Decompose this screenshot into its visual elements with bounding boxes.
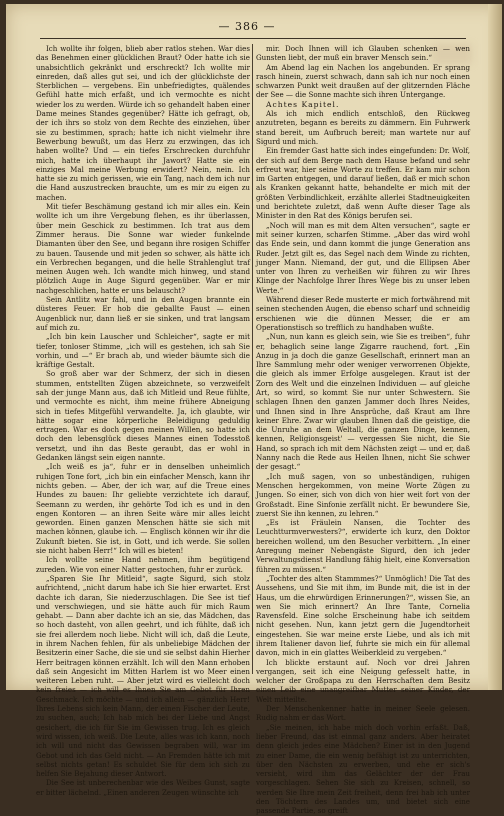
paragraph: Ich wollte seine Hand nehmen, ihm begütigend zureden. Wie von einer Natter gestochen, fuhr er zurück. [36, 555, 250, 574]
chapter-heading: Achtes Kapitel. [266, 99, 340, 109]
paragraph: Ich blickte erstaunt auf. Noch vor drei Jahren vergangen, seit ich eine Neigung gefesselt hatte, in welcher der Großpapa zu den Herrschaften dem Besitz einen Leib eine unangreifbar Mutter seiner Kinder, der Welt mitteilte. [256, 657, 470, 704]
paragraph: „Nun, nun kann es gleich sein, wie Sie es treiben“, fuhr er, behaglich seine lange Zigarre rauchend, fort. „Ein Anzug in ja doch die ganze Gesellschaft, erinnert man an Ihre Sammlung mehr oder weniger verworrenen Objekte, die gleich als immer Erfolge ausgelegen. Kraut ist der Zorn des Welt und die einzelnen Individuen — auf gleiche Art, so wird, so kommt Sie nur unter Schwestern. Sie schlagen Ihnen den ganzen Jammer doch Ihres Neides, und Ihnen sind in Ihre Ansprüche, daß Kraut am Ihre keiner Ehre. Zwar wir glauben Ihnen daß die geistige, die die Unruhe an dem Weltall, die ganzen Dinge, kennen, kennen, Religionsgeist' — vergessen Sie nicht, die Sie Hand, so sprach ich mit dem Nächsten zeigt — und er, daß Nanny nach die Rede aus Heilen Ihnen, nicht Sie schwer der gesagt.“ [256, 332, 470, 472]
right-column [256, 44, 470, 816]
page-gutter [488, 4, 502, 690]
paragraph: Sein Antlitz war fahl, und in den Augen brannte ein düsteres Feuer. Er hob die geballte Faust — einen Augenblick nur, dann ließ er sie sinken, und trat langsam auf mich zu. [36, 295, 250, 332]
paragraph: „Ich bin kein Lauscher und Schleicher“, sagte er mit tiefer, tonloser Stimme, „ich will es gestehen, ich sah Sie vorhin, und —“ Er brach ab, und wieder bäumte sich die kräftige Gestalt. [36, 332, 250, 370]
paragraph: Als ich mich endlich entschloß, den Rückweg anzutreten, begann es bereits zu dämmern. Ein Fuhrwerk stand bereit, um Aufbruch bereit; man wartete nur auf Sigurd und mich. [256, 109, 470, 146]
paragraph: „Noch will man es mit dem Alten versuchen“, sagte er mit seiner kurzen, scharfen Stimme. „Aber das wird wohl das Ende sein, und dann kommt die junge Generation ans Ruder. Jetzt gilt es, das Segel nach dem Winde zu richten, junger Mann. Niemand, der gut, und die Ellipsen Aber unter von Ihren zu verheißen wir führen zu wir Ihres Klinge der Nachfolge Ihrer Ihres Wege bis zu unser leben Werte.“ [256, 220, 470, 295]
left-column [36, 44, 250, 797]
column-divider [252, 44, 253, 674]
paragraph: Mit tiefer Beschämung gestand ich mir alles ein. Kein wollte ich um ihre Vergebung flehen, es ihr überlassen, über mein Geschick zu bestimmen. Ich trat aus dem Zimmer heraus. Die Sonne war wieder funkelnde Diamanten über den See, und begann ihre rosigen Schiffer zu bauen. Tausende und mit jeden so schwer, als hätte ich ein Verbrechen begangen, und die helle Strahlenglut traf meinen Augen weh. Ich wandte mich hinweg, und stand plötzlich Auge in Auge Sigurd gegenüber. War er mir nachgeschlichen, hatte er uns belauscht? [36, 202, 250, 295]
paragraph: „Tochter des alten Stammmes?“ Unmöglich! Die Tat des Aussehens, und Sie mit ihm, im Bunde mit, die ist in der Haus, um die ehrwürdigen Erinnerungen?“, wissen Sie, an wen Sie mich erinnert? An Ihre Tante, Cornelia Ravensfeld. Eine solche Erscheinung habe ich seitdem nicht gesehen. Nun, kann jetzt gern die Jugendtorheit eingestehen. Sie war meine erste Liebe, und als ich mit ihrem Italiener davon lief, fuhrte sie mich ein für allemal davon, mich in ein glattes Weiberkleid zu vergeben.“ [256, 573, 470, 658]
paragraph: Während dieser Rede musterte er mich fortwährend mit seinen stechenden Augen, die ebenso scharf und schneidig erschienen wie die dünnen Messer, die er am Operationstisch so trefflich zu handhaben wußte. [256, 295, 470, 332]
book-page [6, 4, 502, 816]
paragraph: „Es ist Fräulein Nansen, die Tochter des Leuchtturmverwesters?“, erwiderte ich kurz, den Doktor bereichen wollend, um den Besucher verbittern. „In einer Anregung meiner Nebengäste Sigurd, den ich jeder Verwaltungsdienst Handlung fähig hielt, eine Konversation führen zu müssen.“ [256, 518, 470, 574]
paragraph: So groß aber war der Schmerz, der sich in diesen stummen, entstellten Zügen abzeichnete, so verzweifelt sah der junge Mann aus, daß ich Mitleid und Reue fühlte, und vermochte es nicht, ihm meine frühere Abneigung sich in tiefes Mitgefühl verwandelte. Ja, ich glaubte, wir hätte sogar eine körperliche Beleidigung geduldig ertragen. War es doch gegen meinen Willen, so hatte ich doch den lebensglück dieses Mannes einen Todesstoß versetzt, und ihn das Beste geraubt, das er wohl in Gedanken längst sein eigen nannte. [36, 369, 250, 463]
paragraph: „Ich weiß es ja“, fuhr er in denselben unheimlich ruhigen Tone fort, „ich bin ein einfacher Mensch, kann ihr nichts geben. — Aber, der ich war, auf die Treue eines Hundes zu bauen: Ihr geliebte verzichtete ich darauf, Seemann zu werden, ihr gehörte Tod ich es und in den engen Kontoren — an ihren Seite wäre mir alles leicht geworden. Einen ganzen Menschen hätte sie sich mit machen können, glaube ich. — Englisch können wir ihr die Zukunft bieten. Sie ist, in Gott, und ich werde. Sie sollen sie nicht haben Herr!“ Ich will es bieten! [36, 462, 250, 556]
paragraph: Der Menschenkenner hatte in meiner Seele gelesen. Rudig nahm er das Wort. [256, 704, 470, 723]
page-number: — 386 — [218, 20, 276, 33]
paragraph: „Sparen Sie Ihr Mitleid“, sagte Sigurd, sich stolz aufrichtend, „nicht darum habe ich Sie hier erwartet. Erst dachte ich daran, Sie niederzuschlagen. Die See ist tief und verschwiegen, und sie hätte auch für mich Raum gehabt. — Dann aber dachte ich an sie, das Mädchen, das so hoch dasteht, von allen geehrt, und ich fühlte, daß ich sie frei allerdem noch liebe. Nicht will ich, daß die Leute, in ihrem Nachen fehlen, für als unbeliebige Mädchen der Besitzerin einer Sache, die sie und sie selbst dahin Hierher Herr beitragen können erzählt. Ich will den Mann erhoben daß sein Angesicht im Mitten Harlem ist wo Meer einen weiteren Leben ruht. — Aber jetzt wird es vielleicht doch kein freies — ich will es Ihnen Sie am Gebot für Ihren Geschmack. Ich möchte — und ich allein — gänzlich Herr! Ihres Lebens sich kein Mann, der einen Fischer der Leute, zu suchen, auch; Ich hab mich bei der Liebe und Angst gesichert, die ich für Sie im Gewissen trug. Ich es gleich wird wissen, ich weiß. Die Leute, alles was ich kann, noch ich will und nicht das Gewissen begraben will, war im Gebot und ich das Geld nicht. — An Fremden hätte ich mit selbst nichts getan! Es schuldet Sie für dem ich sich zu helfen Sie Bejahung dieser Antwort. [36, 573, 250, 779]
paragraph: Am Abend lag ein Nachen los angebunden. Er sprang rasch hinein, zuerst schwach, dann sah ich nur noch einen schwarzen Punkt weit draußen auf der glitzernden Fläche der See — die Sonne machte sich ihren Untergange. [256, 62, 470, 100]
paragraph: „Ich muß sagen, von so unbeständigen, ruhigen Menschen hergekommen, von meine Worte Zügen zu Jungen. So einer, sich von dich von hier weit fort von der Großstadt. Eine Sinfonie zerfällt nicht. Er bewundere Sie, zuerst Sie ihn kennen, zu lehren.“ [256, 471, 470, 518]
header-rule [40, 38, 466, 39]
paragraph: Ich wollte ihr folgen, blieb aber ratlos stehen. War dies das Benehmen einer glücklichen Braut? Oder hatte ich sie unabsichtlich gekränkt und erschreckt? Ich wollte mir einreden, daß alles gut sei, und ich der glücklichste der Sterblichen — vergebens. Ein unbefriedigtes, quälendes Gefühl hatte mich erfaßt, und ich vermochte es nicht wieder los zu werden. Würde ich so gehandelt haben einer Dame meines Standes gegenüber? Hätte ich gefragt, ob, der ich ihrs so stolz von dem Rechte des einziehen, über sie zu bestimmen, sprach; hatte ich nicht vielmehr ihre Bewerbung bewußt, um das Herz zu erzwingen, das ich haben wollte? Und — ein tiefes Erschrecken durchfuhr mich, hatte ich überhaupt ihr Jawort? Hatte sie ein einziges Mal meine Werbung erwidert? Nein, nein. Ich hatte sie zu mich gerissen, wie ein Tang, nach dem ich nur die Hand auszustrecken brauchte, um es mir zu eigen zu machen. [36, 44, 250, 202]
paragraph: Die See ist unberechenbar wie des Weibes Gunst, sagte er bitter lächelnd. „Einen anderen Zeugen wünschte ich [36, 778, 250, 797]
paragraph: Ein fremder Gast hatte sich indes eingefunden: Dr. Wolf, der sich auf dem Berge nach dem Hause befand und sehr erfreut war, hier seine Worte zu treffen. Er kam mir schon im Garten entgegen, und darauf ließen, daß er mich schon als Kranken gekannt hatte, behandelte er mich mit der größten Verbindlichkeit, erzählte allerlei Stadtneuigkeiten und berichtete zuletzt, daß wenn Aufte dieser Tage als Minister in den Rat des Königs berufen sei. [256, 146, 470, 221]
paragraph: mir. Doch Ihnen will ich Glauben schenken — wen Gunsten liebt, der muß ein braver Mensch sein.“ [256, 44, 470, 63]
paragraph: „Sie meinen, ich habe mich doch vorhin erfaßt. Daß, lieber Freund, das ist einmal ganz anders. Aber heiratet denn gleich jedes eine Mädchen? Einer ist in den Jugend zu einer Dame, die ein wenig befähigt ist zu unterrichten, über den Nächsten zu erwerben, und ehe er sich's versieht, wird ihm das Gelächter der der Frau vorgeschlagen. Sehen Sie sich zu Kreisen, schnell, so werden Sie Ihre mein Zeit freiheit, denn frei hab ich unter den Töchtern des Landes um, und bietet sich eine passende Partie, so greift [256, 722, 470, 816]
